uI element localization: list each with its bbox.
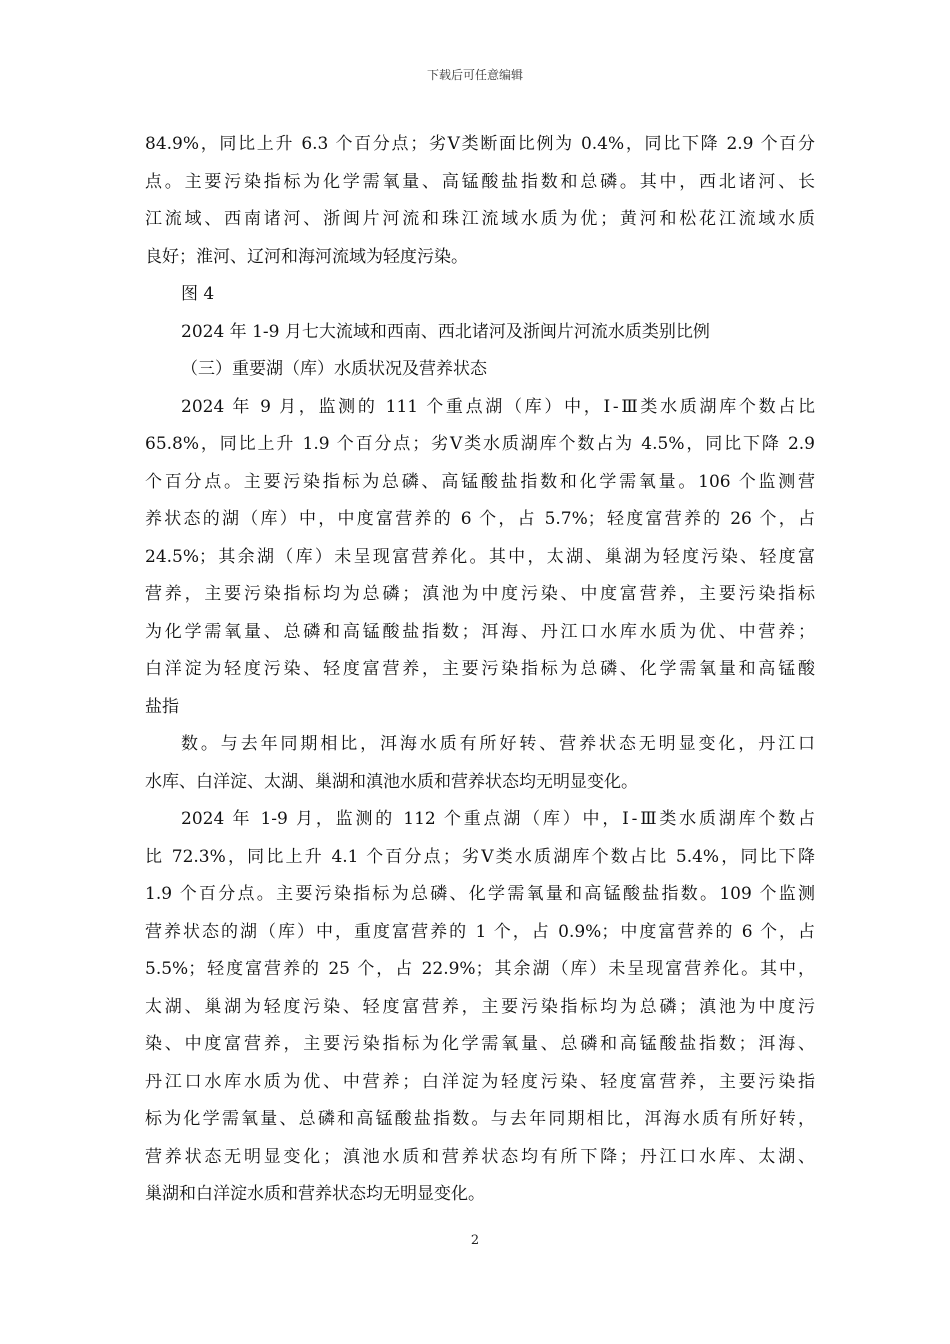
- body-line: 5.5%；轻度富营养的 25 个，占 22.9%；其余湖（库）未呈现富营养化。其中，: [145, 959, 815, 979]
- body-line: 丹江口水库水质为优、中营养；白洋淀为轻度污染、轻度富营养，主要污染指: [145, 1071, 815, 1092]
- body-line: 江流域、西南诸河、浙闽片河流和珠江流域水质为优；黄河和松花江流域水质: [145, 209, 815, 229]
- body-line: 为化学需氧量、总磷和高锰酸盐指数；洱海、丹江口水库水质为优、中营养；: [145, 621, 815, 642]
- body-line: 养状态的湖（库）中，中度富营养的 6 个，占 5.7%；轻度富营养的 26 个，占: [145, 509, 815, 529]
- body-line: 水库、白洋淀、太湖、巢湖和滇池水质和营养状态均无明显变化。: [145, 771, 638, 792]
- page-number: 2: [470, 1233, 480, 1248]
- body-line: 24.5%；其余湖（库）未呈现富营养化。其中，太湖、巢湖为轻度污染、轻度富: [145, 546, 815, 567]
- body-line: 个百分点。主要污染指标为总磷、高锰酸盐指数和化学需氧量。106 个监测营: [145, 471, 815, 492]
- body-line: 巢湖和白洋淀水质和营养状态均无明显变化。: [145, 1184, 485, 1204]
- section-heading: （三）重要湖（库）水质状况及营养状态: [181, 359, 487, 379]
- body-line: 太湖、巢湖为轻度污染、轻度富营养，主要污染指标均为总磷；滇池为中度污: [145, 996, 815, 1017]
- figure-caption: 2024 年 1-9 月七大流域和西南、西北诸河及浙闽片河流水质类别比例: [181, 321, 710, 342]
- body-line: 标为化学需氧量、总磷和高锰酸盐指数。与去年同期相比，洱海水质有所好转，: [145, 1109, 815, 1129]
- body-line: 84.9%，同比上升 6.3 个百分点；劣Ⅴ类断面比例为 0.4%，同比下降 2.9 个百分: [145, 134, 815, 154]
- body-line: 营养状态的湖（库）中，重度富营养的 1 个，占 0.9%；中度富营养的 6 个，占: [145, 921, 815, 942]
- figure-label: 图 4: [181, 284, 215, 304]
- body-line: 营养状态无明显变化；滇池水质和营养状态均有所下降；丹江口水库、太湖、: [145, 1146, 815, 1167]
- body-line: 1.9 个百分点。主要污染指标为总磷、化学需氧量和高锰酸盐指数。109 个监测: [145, 884, 815, 904]
- body-line: 2024 年 9 月，监测的 111 个重点湖（库）中，Ⅰ-Ⅲ类水质湖库个数占比: [181, 396, 815, 417]
- body-line: 2024 年 1-9 月，监测的 112 个重点湖（库）中，Ⅰ-Ⅲ类水质湖库个数占: [181, 809, 815, 829]
- body-line: 点。主要污染指标为化学需氧量、高锰酸盐指数和总磷。其中，西北诸河、长: [145, 171, 815, 192]
- body-line: 白洋淀为轻度污染、轻度富营养，主要污染指标为总磷、化学需氧量和高锰酸: [145, 659, 815, 679]
- body-line: 65.8%，同比上升 1.9 个百分点；劣Ⅴ类水质湖库个数占为 4.5%，同比下降 2.9: [145, 434, 815, 454]
- body-line: 比 72.3%，同比上升 4.1 个百分点；劣Ⅴ类水质湖库个数占比 5.4%，同比下降: [145, 846, 815, 867]
- document-body: [145, 126, 815, 1214]
- body-line: 染、中度富营养，主要污染指标为化学需氧量、总磷和高锰酸盐指数；洱海、: [145, 1034, 815, 1054]
- body-line: 盐指: [145, 696, 179, 717]
- page-header: 下载后可任意编辑: [426, 68, 523, 82]
- body-line: 良好；淮河、辽河和海河流域为轻度污染。: [145, 246, 468, 267]
- body-line: 数。与去年同期相比，洱海水质有所好转、营养状态无明显变化，丹江口: [181, 734, 815, 754]
- body-line: 营养，主要污染指标均为总磷；滇池为中度污染、中度富营养，主要污染指标: [145, 584, 815, 604]
